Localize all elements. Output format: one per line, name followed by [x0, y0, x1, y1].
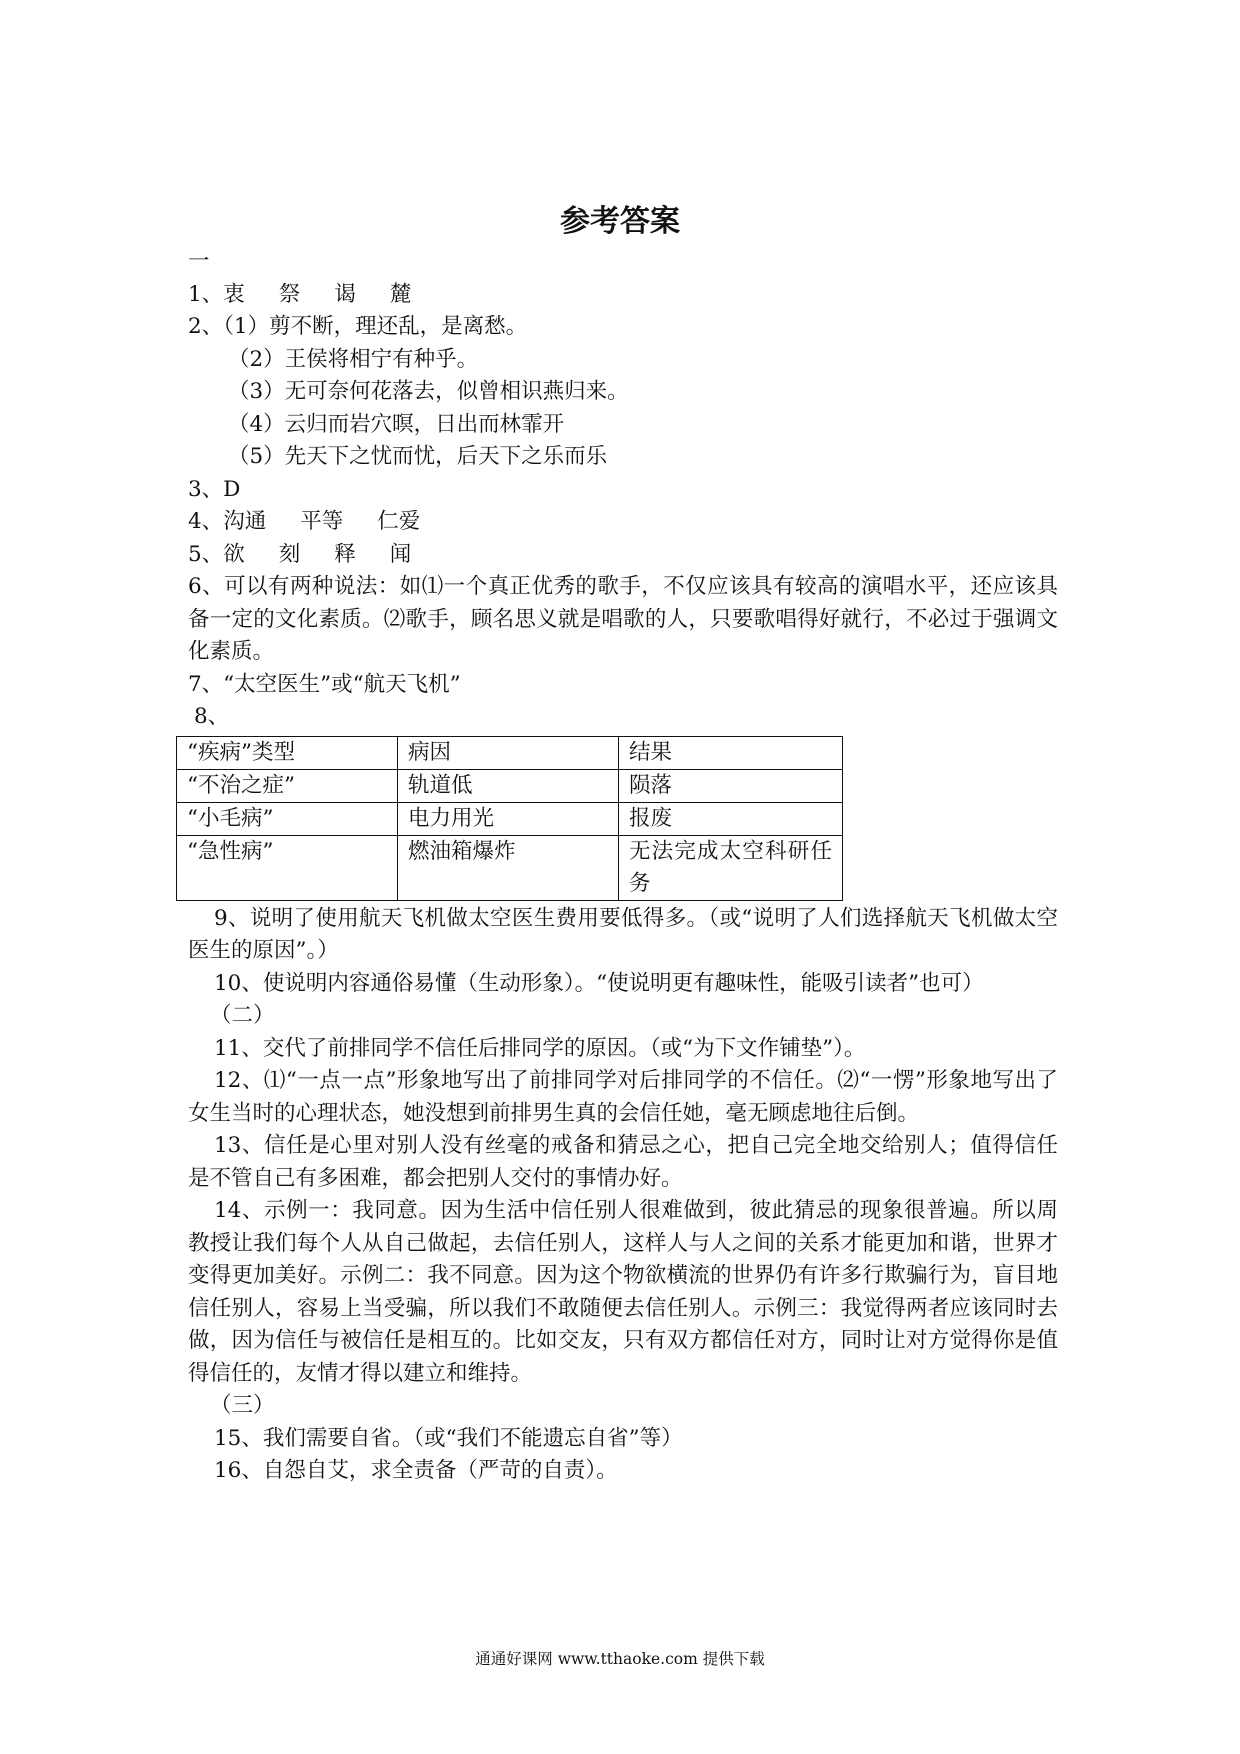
answer-4-a: 沟通 — [223, 509, 267, 534]
table-cell: “小毛病” — [177, 802, 398, 835]
answer-1-d: 麓 — [389, 281, 412, 307]
answer-1-c: 谒 — [334, 281, 356, 307]
table-cell: “急性病” — [177, 835, 398, 900]
table-cell: 电力用光 — [398, 802, 619, 835]
answer-2-line-5: （5）先天下之忧而忧，后天下之乐而乐 — [228, 444, 608, 469]
table-row — [177, 835, 843, 900]
table-cell: 报废 — [619, 802, 843, 835]
answer-2-line-2: （2）王侯将相宁有种乎。 — [228, 346, 479, 372]
table-header-row — [177, 736, 843, 769]
answer-4 — [188, 506, 1058, 539]
answer-16: 16、自怨自艾，求全责备（严苛的自责）。 — [214, 1458, 618, 1483]
table-row — [177, 802, 843, 835]
answer-6: 6、可以有两种说法：如⑴一个真正优秀的歌手，不仅应该具有较高的演唱水平，还应该具备一定的文化素质。⑵歌手，顾名思义就是唱歌的人，只要歌唱得好就行，不必过于强调文化素质。 — [188, 574, 1058, 664]
table-cell: 无法完成太空科研任务 — [619, 835, 843, 900]
answer-15: 15、我们需要自省。（或“我们不能遗忘自省”等） — [214, 1425, 683, 1451]
section-two-marker: （二） — [210, 1003, 275, 1028]
answer-2-line-4: （4）云归而岩穴暝，日出而林霏开 — [228, 411, 565, 437]
answer-9: 9、说明了使用航天飞机做太空医生费用要低得多。（或“说明了人们选择航天飞机做太空医生的原因”。） — [188, 905, 1058, 963]
page-footer: 通通好课网 www.tthaoke.com 提供下载 — [475, 1650, 765, 1668]
answer-5-num: 5、 — [188, 541, 224, 567]
answer-8-label: 8、 — [194, 704, 230, 729]
answer-7: 7、“太空医生”或“航天飞机” — [188, 671, 461, 697]
section-three-marker: （三） — [210, 1393, 275, 1418]
answer-2-line-3: （3）无可奈何花落去，似曾相识燕归来。 — [228, 379, 629, 404]
answer-5-b: 刻 — [278, 541, 301, 567]
table-header-cell: 病因 — [398, 736, 619, 769]
table-cell: 燃油箱爆炸 — [398, 835, 619, 900]
table-cell: “不治之症” — [177, 769, 398, 802]
answer-1 — [188, 279, 1058, 312]
table-header-cell: “疾病”类型 — [177, 736, 398, 769]
answer-11: 11、交代了前排同学不信任后排同学的原因。（或“为下文作铺垫”）。 — [214, 1035, 866, 1061]
answer-content — [188, 246, 1058, 1488]
answer-1-b: 祭 — [278, 281, 301, 307]
answer-14: 14、示例一：我同意。因为生活中信任别人很难做到，彼此猜忌的现象很普遍。所以周教授让我们每个人从自己做起，去信任别人，这样人与人之间的关系才能更加和谐，世界才变得更加美好。示例二：我不同意。因为这个物欲横流的世界仍有许多行欺骗行为，盲目地信任别人，容易上当受骗，所以我们不敢随便去信任别人。示例三：我觉得两者应该同时去做，因为信任与被信任是相互的。比如交友，只有双方都信任对方，同时让对方觉得你是值得信任的，友情才得以建立和维持。 — [188, 1198, 1058, 1386]
page-title: 参考答案 — [560, 204, 680, 239]
answer-12: 12、⑴“一点一点”形象地写出了前排同学对后排同学的不信任。⑵“一愣”形象地写出了女生当时的心理状态，她没想到前排男生真的会信任她，毫无顾虑地往后倒。 — [188, 1068, 1058, 1126]
answer-1-num: 1、 — [188, 281, 224, 307]
table-row — [177, 769, 843, 802]
answer-4-b: 平等 — [300, 509, 344, 534]
answer-13: 13、信任是心里对别人没有丝毫的戒备和猜忌之心，把自己完全地交给别人；值得信任是不管自己有多困难，都会把别人交付的事情办好。 — [188, 1133, 1058, 1191]
answer-4-num: 4、 — [188, 509, 224, 534]
answer-5-d: 闻 — [389, 541, 412, 567]
section-one-marker: 一 — [188, 249, 210, 274]
answer-3: 3、D — [188, 476, 241, 502]
answer-5 — [188, 539, 1058, 572]
table-header-cell: 结果 — [619, 736, 843, 769]
table-cell: 陨落 — [619, 769, 843, 802]
answer-8-table — [176, 736, 843, 901]
answer-10: 10、使说明内容通俗易懂（生动形象）。“使说明更有趣味性，能吸引读者”也可） — [214, 970, 984, 996]
answer-5-c: 释 — [334, 541, 356, 567]
answer-5-a: 欲 — [223, 541, 245, 567]
answer-1-a: 衷 — [223, 281, 245, 307]
answer-2-line-1: 2、（1）剪不断，理还乱，是离愁。 — [188, 314, 528, 339]
table-cell: 轨道低 — [398, 769, 619, 802]
answer-4-c: 仁爱 — [377, 509, 421, 534]
